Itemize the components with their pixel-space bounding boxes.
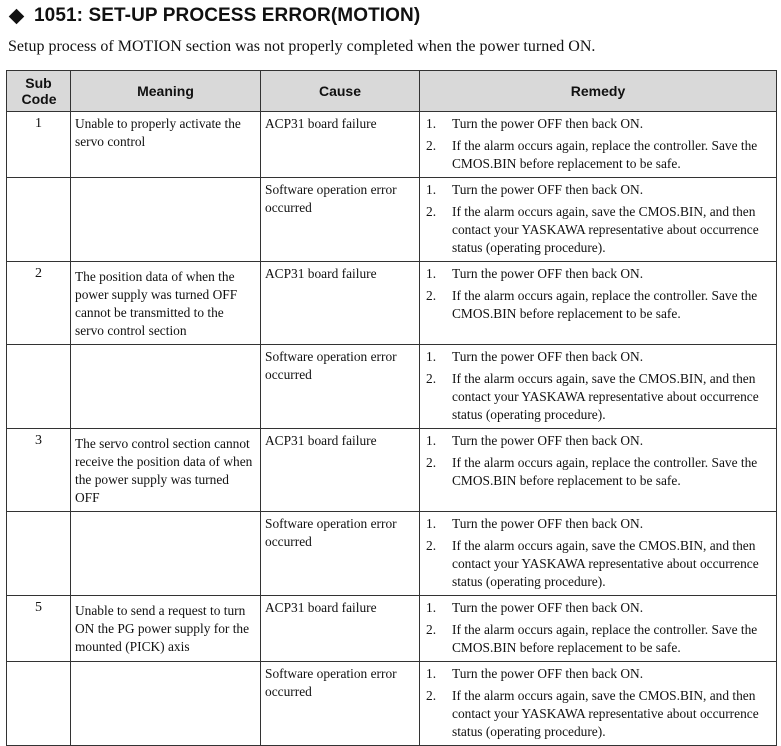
remedy-cell	[420, 262, 777, 345]
page-heading	[8, 4, 420, 28]
table-row	[7, 345, 777, 429]
column-header-sub-code: Sub Code	[7, 71, 71, 112]
remedy-cell	[420, 512, 777, 596]
remedy-text: If the alarm occurs again, replace the controller. Save the CMOS.BIN before replacement to be safe.	[452, 622, 758, 655]
intro-text: Setup process of MOTION section was not properly completed when the power turned ON.	[8, 38, 596, 55]
remedy-item	[424, 537, 772, 591]
remedy-text: If the alarm occurs again, save the CMOS.BIN, and then contact your YASKAWA representative about occurrence status (operating procedure).	[452, 204, 759, 255]
remedy-number: 1.	[426, 116, 437, 131]
meaning-cell: Unable to properly activate the servo control	[71, 112, 261, 178]
remedy-number: 2.	[426, 371, 437, 386]
remedy-number: 2.	[426, 455, 437, 470]
meaning-cell	[71, 512, 261, 596]
cause-cell: ACP31 board failure	[261, 429, 420, 512]
remedy-item	[424, 287, 772, 323]
sub-code-cell	[7, 512, 71, 596]
meaning-cell: The position data of when the power supply was turned OFF cannot be transmitted to the servo control section	[71, 262, 261, 345]
remedy-item	[424, 181, 772, 199]
column-header-remedy: Remedy	[420, 71, 777, 112]
remedy-text: Turn the power OFF then back ON.	[452, 516, 644, 531]
remedy-number: 1.	[426, 516, 437, 531]
cause-cell: Software operation error occurred	[261, 178, 420, 262]
sub-code-cell	[7, 178, 71, 262]
remedy-number: 2.	[426, 204, 437, 219]
remedy-text: If the alarm occurs again, replace the controller. Save the CMOS.BIN before replacement to be safe.	[452, 288, 758, 321]
remedy-item	[424, 621, 772, 657]
sub-code-cell: 5	[7, 596, 71, 662]
remedy-number: 1.	[426, 266, 437, 281]
remedy-text: If the alarm occurs again, replace the controller. Save the CMOS.BIN before replacement to be safe.	[452, 138, 758, 171]
table-row	[7, 262, 777, 345]
meaning-cell	[71, 662, 261, 746]
remedy-item	[424, 687, 772, 741]
remedy-number: 2.	[426, 688, 437, 703]
cause-cell: Software operation error occurred	[261, 345, 420, 429]
remedy-cell	[420, 429, 777, 512]
table-row	[7, 429, 777, 512]
table-row	[7, 178, 777, 262]
remedy-text: If the alarm occurs again, save the CMOS.BIN, and then contact your YASKAWA representative about occurrence status (operating procedure).	[452, 688, 759, 739]
remedy-text: If the alarm occurs again, save the CMOS.BIN, and then contact your YASKAWA representative about occurrence status (operating procedure).	[452, 371, 759, 422]
remedy-item	[424, 265, 772, 283]
remedy-item	[424, 665, 772, 683]
remedy-text: If the alarm occurs again, replace the controller. Save the CMOS.BIN before replacement to be safe.	[452, 455, 758, 488]
cause-cell: ACP31 board failure	[261, 596, 420, 662]
remedy-number: 1.	[426, 666, 437, 681]
remedy-item	[424, 515, 772, 533]
table-row	[7, 662, 777, 746]
remedy-text: Turn the power OFF then back ON.	[452, 116, 644, 131]
remedy-number: 2.	[426, 288, 437, 303]
remedy-item	[424, 203, 772, 257]
remedy-number: 2.	[426, 538, 437, 553]
sub-code-cell	[7, 662, 71, 746]
remedy-number: 1.	[426, 600, 437, 615]
remedy-cell	[420, 178, 777, 262]
column-header-cause: Cause	[261, 71, 420, 112]
column-header-meaning: Meaning	[71, 71, 261, 112]
cause-cell: Software operation error occurred	[261, 512, 420, 596]
meaning-cell	[71, 178, 261, 262]
remedy-cell	[420, 345, 777, 429]
alarm-table	[6, 70, 777, 746]
meaning-cell: The servo control section cannot receive the position data of when the power supply was turned OFF	[71, 429, 261, 512]
remedy-item	[424, 348, 772, 366]
remedy-item	[424, 115, 772, 133]
remedy-number: 1.	[426, 349, 437, 364]
remedy-text: Turn the power OFF then back ON.	[452, 433, 644, 448]
remedy-text: Turn the power OFF then back ON.	[452, 600, 644, 615]
sub-code-cell: 1	[7, 112, 71, 178]
sub-code-cell: 3	[7, 429, 71, 512]
remedy-item	[424, 454, 772, 490]
sub-code-cell	[7, 345, 71, 429]
remedy-item	[424, 599, 772, 617]
sub-code-cell: 2	[7, 262, 71, 345]
remedy-number: 1.	[426, 182, 437, 197]
table-row	[7, 512, 777, 596]
cause-cell: Software operation error occurred	[261, 662, 420, 746]
remedy-text: Turn the power OFF then back ON.	[452, 266, 644, 281]
meaning-cell	[71, 345, 261, 429]
remedy-cell	[420, 662, 777, 746]
remedy-item	[424, 370, 772, 424]
meaning-cell: Unable to send a request to turn ON the PG power supply for the mounted (PICK) axis	[71, 596, 261, 662]
page-title: 1051: SET-UP PROCESS ERROR(MOTION)	[34, 5, 421, 26]
remedy-item	[424, 432, 772, 450]
table-row	[7, 596, 777, 662]
cause-cell: ACP31 board failure	[261, 262, 420, 345]
remedy-item	[424, 137, 772, 173]
cause-cell: ACP31 board failure	[261, 112, 420, 178]
remedy-text: Turn the power OFF then back ON.	[452, 182, 644, 197]
remedy-cell	[420, 596, 777, 662]
remedy-number: 1.	[426, 433, 437, 448]
remedy-number: 2.	[426, 138, 437, 153]
diamond-bullet-icon	[9, 8, 25, 24]
table-body	[7, 112, 777, 746]
remedy-number: 2.	[426, 622, 437, 637]
remedy-text: Turn the power OFF then back ON.	[452, 349, 644, 364]
table-row	[7, 112, 777, 178]
remedy-text: If the alarm occurs again, save the CMOS.BIN, and then contact your YASKAWA representative about occurrence status (operating procedure).	[452, 538, 759, 589]
remedy-cell	[420, 112, 777, 178]
remedy-text: Turn the power OFF then back ON.	[452, 666, 644, 681]
table-header-row	[7, 71, 777, 112]
